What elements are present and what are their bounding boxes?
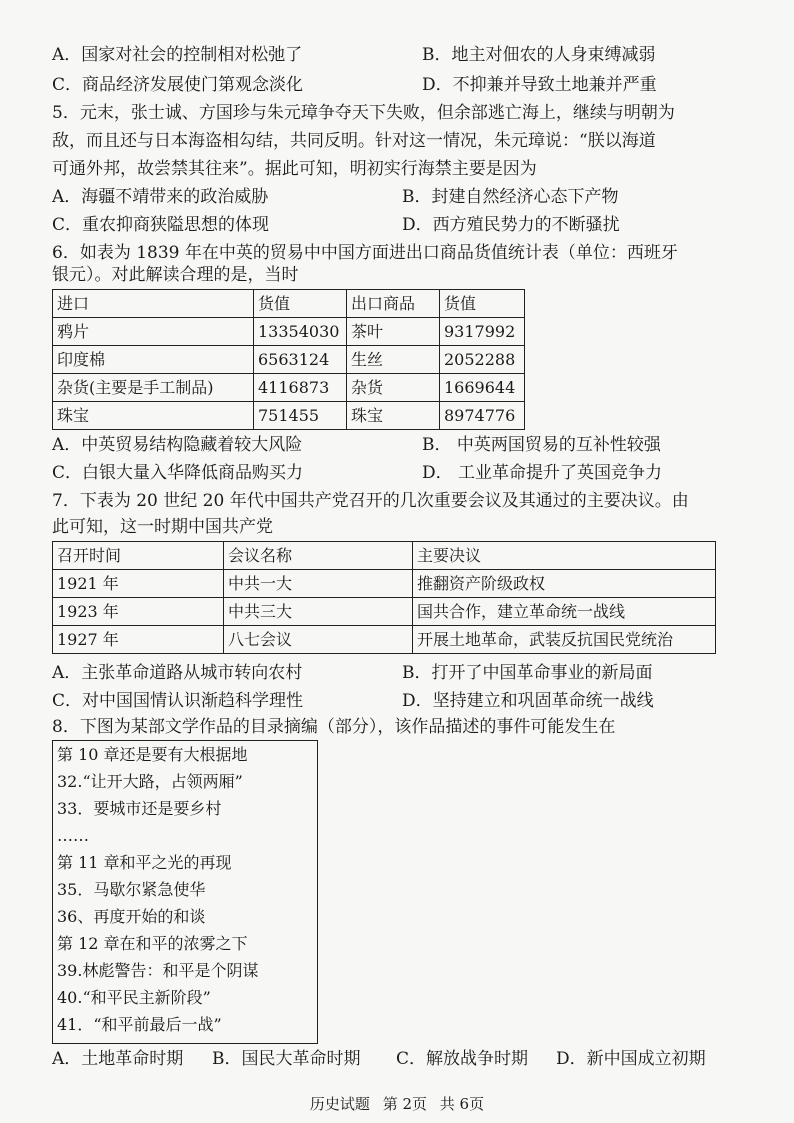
q6-option-a: A．中英贸易结构隐藏着较大风险 — [52, 435, 303, 455]
table-cell: 中共一大 — [224, 570, 413, 598]
q5-stem-line2: 敌，而且还与日本海盗相勾结，共同反明。针对这一情况，朱元璋说：“朕以海道 — [52, 131, 656, 151]
q7-stem-line2: 此可知，这一时期中国共产党 — [52, 517, 273, 537]
q6-options-row2 — [52, 460, 662, 486]
q6-trade-table — [52, 289, 525, 430]
q6-option-c: C．白银大量入华降低商品购买力 — [52, 463, 304, 483]
q6-option-d: D． 工业革命提升了英国竞争力 — [422, 463, 663, 483]
table-cell: 751455 — [254, 402, 347, 430]
toc-item: 40.“和平民主新阶段” — [57, 988, 211, 1007]
table-row — [53, 318, 525, 346]
table-cell: 1669644 — [440, 374, 525, 402]
table-row — [53, 598, 716, 626]
table-cell: 珠宝 — [53, 402, 254, 430]
table-cell: 1921 年 — [53, 570, 224, 598]
footer-subject: 历史试题 — [309, 1095, 370, 1113]
q4-option-a: A．国家对社会的控制相对松弛了 — [52, 45, 303, 65]
q7-stem-line1: 7．下表为 20 世纪 20 年代中国共产党召开的几次重要会议及其通过的主要决议。由 — [52, 491, 689, 511]
table-cell: 八七会议 — [224, 626, 413, 654]
table-cell: 开展土地革命，武装反抗国民党统治 — [413, 626, 716, 654]
q7-option-d: D．坚持建立和巩固革命统一战线 — [402, 691, 654, 711]
footer-page-number: 第 2页 — [382, 1095, 427, 1113]
q6-stem-line2: 银元）。对此解读合理的是，当时 — [52, 265, 299, 285]
toc-item: 第 11 章和平之光的再现 — [57, 853, 232, 872]
q5-option-b: B．封建自然经济心态下产物 — [402, 187, 619, 207]
table-header-cell: 货值 — [254, 290, 347, 318]
toc-item: 第 10 章还是要有大根据地 — [57, 745, 248, 764]
q8-stem-line1: 8．下图为某部文学作品的目录摘编（部分），该作品描述的事件可能发生在 — [52, 717, 616, 737]
q4-option-c: C．商品经济发展使门第观念淡化 — [52, 75, 304, 95]
table-cell: 1923 年 — [53, 598, 224, 626]
toc-item: 36、再度开始的和谈 — [57, 907, 206, 926]
q7-options-row1 — [52, 660, 653, 686]
q8-table-of-contents — [52, 740, 318, 1044]
q8-option-c: C．解放战争时期 — [396, 1049, 529, 1069]
toc-item: 33．要城市还是要乡村 — [57, 799, 222, 818]
toc-item: …… — [57, 826, 89, 845]
table-row — [53, 570, 716, 598]
q7-option-c: C．对中国国情认识渐趋科学理性 — [52, 691, 304, 711]
table-header-row — [53, 290, 525, 318]
q6-stem-line1: 6．如表为 1839 年在中英的贸易中中国方面进出口商品货值统计表（单位：西班牙 — [52, 243, 678, 263]
page-footer — [0, 1093, 794, 1114]
q5-options-row2 — [52, 212, 620, 238]
toc-item: 39.林彪警告：和平是个阴谋 — [57, 961, 259, 980]
q8-option-b: B．国民大革命时期 — [212, 1049, 361, 1069]
q5-option-d: D．西方殖民势力的不断骚扰 — [402, 215, 620, 235]
toc-item: 35．马歇尔紧急使华 — [57, 880, 206, 899]
q5-options-row1 — [52, 184, 619, 210]
q5-option-c: C．重农抑商狭隘思想的体现 — [52, 215, 270, 235]
q8-option-a: A．土地革命时期 — [52, 1049, 184, 1069]
table-cell: 国共合作，建立革命统一战线 — [413, 598, 716, 626]
table-cell: 1927 年 — [53, 626, 224, 654]
table-cell: 印度棉 — [53, 346, 254, 374]
table-header-row — [53, 542, 716, 570]
q6-options-row1 — [52, 432, 661, 458]
table-cell: 13354030 — [254, 318, 347, 346]
table-cell: 生丝 — [347, 346, 440, 374]
table-cell: 9317992 — [440, 318, 525, 346]
table-row — [53, 374, 525, 402]
table-cell: 茶叶 — [347, 318, 440, 346]
q8-option-d: D．新中国成立初期 — [556, 1049, 706, 1069]
table-header-cell: 出口商品 — [347, 290, 440, 318]
q7-meeting-table — [52, 541, 716, 654]
q5-option-a: A．海疆不靖带来的政治威胁 — [52, 187, 269, 207]
table-header-cell: 货值 — [440, 290, 525, 318]
q8-options-row — [52, 1046, 706, 1072]
table-row — [53, 346, 525, 374]
table-cell: 4116873 — [254, 374, 347, 402]
toc-item: 41．“和平前最后一战” — [57, 1015, 222, 1034]
table-header-cell: 主要决议 — [413, 542, 716, 570]
table-cell: 珠宝 — [347, 402, 440, 430]
table-cell: 杂货 — [347, 374, 440, 402]
q4-option-b: B．地主对佃农的人身束缚减弱 — [422, 45, 656, 65]
q7-option-b: B．打开了中国革命事业的新局面 — [402, 663, 653, 683]
q6-option-b: B． 中英两国贸易的互补性较强 — [422, 435, 661, 455]
table-header-cell: 进口 — [53, 290, 254, 318]
table-cell: 推翻资产阶级政权 — [413, 570, 716, 598]
q4-options-row1 — [52, 42, 656, 68]
q5-stem-line1: 5．元末，张士诚、方国珍与朱元璋争夺天下失败，但余部逃亡海上，继续与明朝为 — [52, 103, 675, 123]
table-row — [53, 626, 716, 654]
toc-item: 第 12 章在和平的浓雾之下 — [57, 934, 248, 953]
q4-option-d: D．不抑兼并导致土地兼并严重 — [422, 75, 657, 95]
table-cell: 中共三大 — [224, 598, 413, 626]
q7-option-a: A．主张革命道路从城市转向农村 — [52, 663, 303, 683]
toc-item: 32.“让开大路，占领两厢” — [57, 772, 243, 791]
table-cell: 鸦片 — [53, 318, 254, 346]
footer-total-pages: 共 6页 — [439, 1095, 485, 1113]
table-header-cell: 会议名称 — [224, 542, 413, 570]
table-cell: 杂货(主要是手工制品) — [53, 374, 254, 402]
table-cell: 6563124 — [254, 346, 347, 374]
table-cell: 8974776 — [440, 402, 525, 430]
table-row — [53, 402, 525, 430]
q7-options-row2 — [52, 688, 654, 714]
table-cell: 2052288 — [440, 346, 525, 374]
table-header-cell: 召开时间 — [53, 542, 224, 570]
q5-stem-line3: 可通外邦，故尝禁其往来”。据此可知，明初实行海禁主要是因为 — [52, 159, 537, 179]
q4-options-row2 — [52, 72, 657, 98]
